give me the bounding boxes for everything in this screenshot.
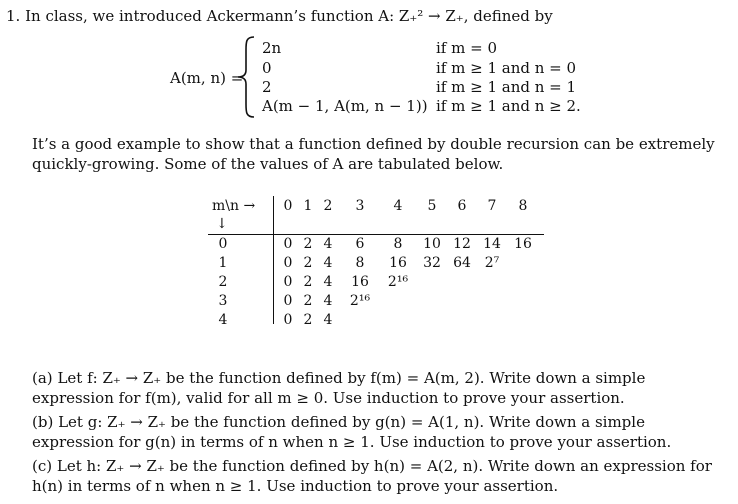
col-header: 5 [427,198,437,214]
table-cell: 8 [393,236,403,252]
left-brace-icon [236,36,258,118]
table-cell: 14 [483,236,501,252]
table-cell: 16 [389,255,407,271]
table-horizontal-rule [208,234,544,235]
table-cell: 0 [283,274,293,290]
table-cell: 0 [283,293,293,309]
table-cell: 0 [283,255,293,271]
table-cell: 16 [351,274,369,290]
table-cell: 4 [323,274,333,290]
table-cell: 2 [303,236,313,252]
table-corner-label: m\n → [212,198,256,214]
row-header: 3 [218,293,228,309]
table-cell: 2 [303,274,313,290]
case-4-cond: if m ≥ 1 and n ≥ 2. [436,97,581,115]
col-header: 3 [355,198,365,214]
case-3-expr: 2 [262,78,272,96]
question-c [32,456,722,496]
table-cell: 2¹⁶ [349,293,371,309]
table-vertical-rule [273,196,274,324]
table-cell: 2¹⁶ [387,274,409,290]
problem-header [6,6,553,26]
table-cell: 64 [453,255,471,271]
table-cell: 4 [323,255,333,271]
col-header: 1 [303,198,313,214]
case-3-cond: if m ≥ 1 and n = 1 [436,78,577,96]
question-c-label: (c) [32,457,53,475]
table-cell: 8 [355,255,365,271]
question-b-text: Let g: Z₊ → Z₊ be the function defined by g(n) = A(1, n). Write down a simple expression for g(n) in terms of n when n ≥ 1. Use induction to prove your assertion. [32,413,672,451]
question-c-text: Let h: Z₊ → Z₊ be the function defined by h(n) = A(2, n). Write down an expression for h(n) in terms of n when n ≥ 1. Use induction to prove your assertion. [32,457,712,495]
row-header: 1 [218,255,228,271]
table-cell: 2 [303,293,313,309]
table-cell: 2 [303,255,313,271]
problem-intro: In class, we introduced Ackermann’s function A: Z₊² → Z₊, defined by [25,7,553,25]
question-a-text: Let f: Z₊ → Z₊ be the function defined by f(m) = A(m, 2). Write down a simple expression for f(m), valid for all m ≥ 0. Use induction to prove your assertion. [32,369,646,407]
values-table [208,192,548,337]
question-a [32,368,722,408]
question-b-label: (b) [32,413,54,431]
row-header: 0 [218,236,228,252]
case-1-cond: if m = 0 [436,39,497,57]
col-header: 8 [518,198,528,214]
table-cell: 4 [323,293,333,309]
col-header: 6 [457,198,467,214]
question-b [32,412,722,452]
table-cell: 32 [423,255,441,271]
table-cell: 10 [423,236,441,252]
table-cell: 4 [323,312,333,328]
problem-number: 1. [6,7,21,25]
col-header: 4 [393,198,403,214]
row-header: 4 [218,312,228,328]
intro-paragraph: It’s a good example to show that a function defined by double recursion can be extremely quickly-growing. Some of the values of A are tabulated below. [32,135,715,173]
row-header: 2 [218,274,228,290]
table-cell: 16 [514,236,532,252]
col-header: 0 [283,198,293,214]
table-cell: 12 [453,236,471,252]
table-cell: 0 [283,312,293,328]
table-down-arrow: ↓ [216,216,228,232]
case-4-expr: A(m − 1, A(m, n − 1)) [262,97,428,115]
case-2-expr: 0 [262,59,272,77]
col-header: 7 [487,198,497,214]
table-cell: 2⁷ [484,255,500,271]
table-cell: 2 [303,312,313,328]
col-header: 2 [323,198,333,214]
question-a-label: (a) [32,369,53,387]
case-1-expr: 2n [262,39,282,57]
definition-lhs: A(m, n) = [170,69,244,87]
table-cell: 4 [323,236,333,252]
table-cell: 6 [355,236,365,252]
case-2-cond: if m ≥ 1 and n = 0 [436,59,577,77]
table-cell: 0 [283,236,293,252]
